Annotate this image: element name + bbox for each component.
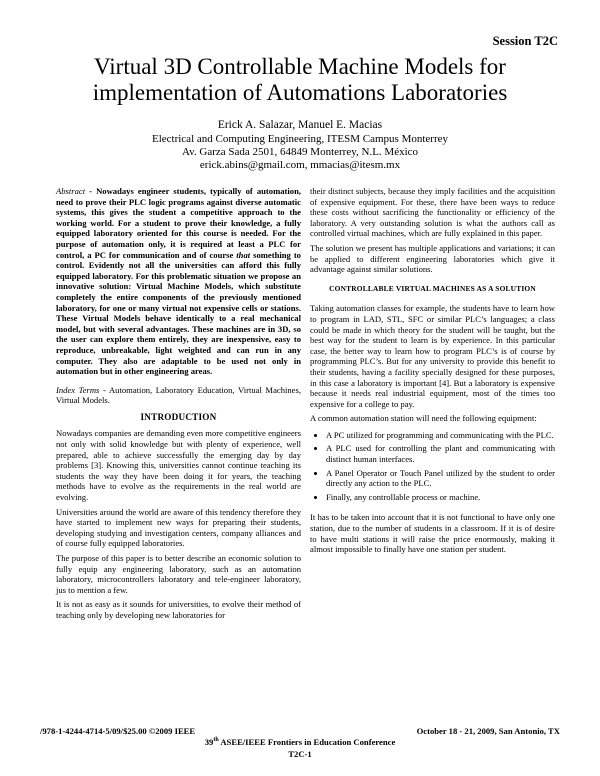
list-item: • Finally, any controllable process or machine. [326, 492, 555, 503]
intro-paragraph: The purpose of this paper is to better describe an economic solution to fully equip any engineering laboratory, such as an automation laboratory, microcontrollers laboratory and tele-engineer laboratory, jus to mention a few. [56, 553, 301, 595]
footer-conference [40, 737, 560, 747]
footer-conf-sup: th [213, 737, 219, 744]
section-heading-solution: CONTROLLABLE VIRTUAL MACHINES AS A SOLUTION [329, 283, 536, 293]
right-column [310, 186, 555, 559]
body-paragraph: It has to be taken into account that it is not functional to have only one station, due to the number of students in a classroom. If it is of desire to have multi stations it will raise the price enormously, making it almost impossible to finally have one station per student. [310, 512, 555, 555]
footer-conf-number: 39 [204, 737, 214, 747]
left-column [56, 186, 301, 625]
index-terms-text: - Automation, Laboratory Education, Virtual Machines, Virtual Models. [56, 384, 301, 406]
intro-paragraph: Universities around the world are aware of this tendency therefore they have started to implement new ways for preparing their students, developing studying and investigation centers, company alliances and of course fully equipped laboratories. [56, 506, 301, 549]
equipment-list [310, 430, 555, 503]
list-item: • A Panel Operator or Touch Panel utilized by the student to order directly any action to the PLC. [326, 468, 555, 489]
footer-conf-name: ASEE/IEEE Frontiers in Education Conference [218, 737, 396, 747]
body-paragraph: Taking automation classes for example, the students have to learn how to program in LAD, STL, SFC or similar PLC’s languages; a class could be made in which theory for the student will be taught, but the best way for the student to learn is by experience. In this particular case, the better way to learn how to program PLC’s is of course by programming PLC’s. But for any university to provide this benefit to their students, having a facility specially designed for these purposes, in this case a laboratory is important [4]. But a laboratory is expensive because it needs real industrial equipment, most of the times too expensive for a college to pay. [310, 303, 555, 409]
footer-dates: October 18 - 21, 2009, San Antonio, TX [416, 726, 560, 736]
author-emails: erick.abins@gmail.com, mmacias@itesm.mx [199, 159, 401, 171]
index-terms [56, 385, 301, 406]
body-paragraph: their distinct subjects, because they imply facilities and the acquisition of expensive equipment. For these, there have been ways to reduce these costs without sacrificing the functionality or efficiency of the laboratory. A very outstanding solution is what the authors call as controlled virtual machines, which are fully explained in this paper. [310, 186, 555, 239]
author-affiliation: Electrical and Computing Engineering, ITESM Campus Monterrey [151, 133, 449, 145]
intro-paragraph: It is not as easy as it sounds for universities, to evolve their method of teaching only by developing new laboratories for [56, 599, 301, 620]
intro-paragraph: Nowadays companies are demanding even more competitive engineers not only with solid knowledge but with plenty of experience, well prepared, able to achieve successfully the emerging day by day problems [3]. Knowing this, universities cannot continue teaching its students the way they have been doing it for years, the teaching methods have to evolve as the requirements in the real world are evolving. [56, 428, 301, 503]
abstract-text-1: - Nowadays engineer students, typically of automation, need to prove their PLC logic programs against diverse automatic systems, this gives the student a competitive approach to the working world. For a student to prove their knowledge, a fully equipped laboratory oriented for this course is needed. For the purpose of automation only, it is required at least a PLC for control, a PC for communication and of course [56, 186, 301, 260]
author-block [40, 119, 560, 172]
author-address: Av. Garza Sada 2501, 64849 Monterrey, N.L. México [181, 146, 419, 158]
footer-isbn: /978-1-4244-4714-5/09/$25.00 ©2009 IEEE [40, 726, 196, 736]
abstract-italic: that [236, 249, 251, 260]
abstract-text-2: something to control. Evidently not all the universities can afford this fully equipped laboratory. For this problematic situation we propose an innovative solution: Virtual Machine Models, which substitute completely the entire components of the previously mentioned laboratory, for one or many virtual not expensive cells or stations. These Virtual Models behave identically to a real mechanical model, but with several advantages. These machines are in 3D, so the user can explore them entirely, they are inexpensive, easy to reproduce, unbreakable, light weighted and can run in any computer. They also are adaptable to be used not only in automation but in other engineering areas. [56, 249, 301, 377]
abstract-label: Abstract [56, 186, 86, 196]
section-heading-introduction: INTRODUCTION [140, 411, 217, 422]
list-item: • A PC utilized for programming and communicating with the PLC. [326, 430, 555, 441]
page-number: T2C-1 [288, 749, 312, 759]
session-label: Session T2C [492, 34, 558, 48]
body-paragraph: The solution we present has multiple applications and variations; it can be applied to different engineering laboratories which give it advantage against similar solutions. [310, 242, 555, 275]
index-terms-label: Index Terms [56, 384, 100, 395]
paper-title: Virtual 3D Controllable Machine Models for implementation of Automations Laboratories [92, 54, 508, 105]
body-paragraph: A common automation station will need the following equipment: [310, 413, 537, 424]
page-footer [40, 726, 560, 759]
abstract [56, 186, 301, 377]
author-names: Erick A. Salazar, Manuel E. Macias [217, 119, 383, 131]
list-item: • A PLC used for controlling the plant and communicating with distinct human interfaces. [326, 443, 555, 464]
